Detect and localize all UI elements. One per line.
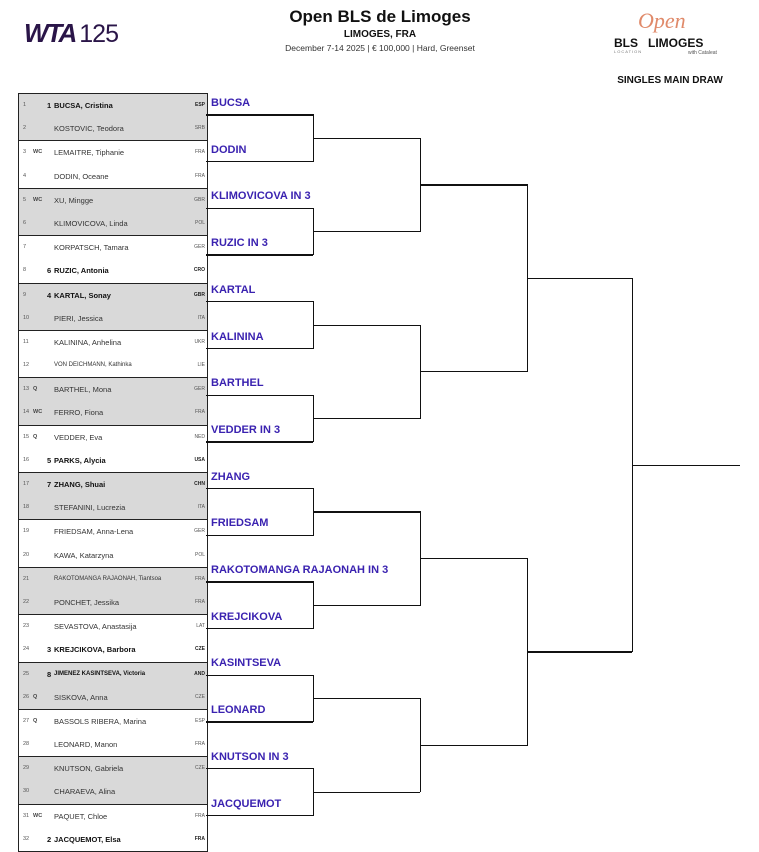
- country-code: USA: [194, 456, 205, 463]
- round1-winner: LEONARD: [211, 704, 266, 717]
- country-code: FRA: [195, 741, 205, 748]
- player-name: BARTHEL, Mona: [54, 385, 112, 395]
- bracket-line: [206, 161, 313, 162]
- draw-position: 14: [23, 409, 30, 416]
- logo-limoges: LIMOGES: [648, 36, 704, 50]
- player-row: [19, 307, 207, 330]
- round1-winner: JACQUEMOT: [211, 797, 282, 810]
- round1-winner: ZHANG: [211, 470, 251, 483]
- match-pair: [19, 236, 207, 283]
- bracket-line: [527, 651, 632, 652]
- country-code: NED: [194, 433, 205, 440]
- draw-position: 3: [23, 149, 27, 156]
- player-row: [19, 331, 207, 354]
- match-pair: [19, 520, 207, 567]
- player-row: [19, 449, 207, 472]
- bracket-line: [420, 745, 527, 746]
- match-pair: [19, 568, 207, 615]
- round1-winner: VEDDER IN 3: [211, 423, 281, 436]
- country-code: LAT: [196, 623, 205, 630]
- draw-position: 30: [23, 788, 30, 795]
- player-row: [19, 710, 207, 733]
- player-name: FRIEDSAM, Anna-Lena: [54, 527, 134, 537]
- player-row: [19, 165, 207, 188]
- player-name: KOSTOVIC, Teodora: [54, 124, 124, 134]
- bracket-line: [206, 254, 313, 255]
- bracket-line: [313, 511, 420, 512]
- draw-position: 16: [23, 456, 30, 463]
- bracket-line: [206, 301, 313, 302]
- logo-open: Open: [638, 8, 686, 33]
- draw-position: 18: [23, 504, 30, 511]
- country-code: FRA: [195, 149, 205, 156]
- country-code: GBR: [193, 291, 205, 298]
- match-pair: [19, 284, 207, 331]
- player-row: [19, 520, 207, 543]
- player-draw-table: [18, 93, 208, 852]
- player-row: [19, 212, 207, 235]
- entry-type: Q: [33, 693, 38, 700]
- player-name: XU, Mingge: [54, 195, 94, 205]
- draw-position: 2: [23, 125, 27, 132]
- player-name: LEONARD, Manon: [54, 740, 118, 750]
- country-code: CRO: [193, 267, 205, 274]
- match-pair: [19, 473, 207, 520]
- tournament-title: Open BLS de Limoges: [289, 7, 471, 26]
- logo-bls: BLS: [614, 36, 638, 50]
- match-pair: [19, 141, 207, 188]
- player-name: KNUTSON, Gabriela: [54, 764, 124, 774]
- draw-position: 25: [23, 670, 30, 677]
- wta-125-logo: [24, 18, 118, 49]
- player-name: KORPATSCH, Tamara: [54, 243, 129, 253]
- draw-position: 24: [23, 646, 30, 653]
- country-code: GER: [194, 386, 205, 393]
- bracket-line: [632, 465, 740, 466]
- player-row: [19, 259, 207, 282]
- player-name: DODIN, Oceane: [54, 171, 109, 181]
- tournament-location: LIMOGES, FRA: [343, 29, 417, 40]
- country-code: LIE: [197, 362, 205, 369]
- bracket-line: [206, 721, 313, 722]
- round1-winner: BUCSA: [211, 97, 251, 109]
- player-row: [19, 733, 207, 756]
- draw-position: 15: [23, 433, 30, 440]
- country-code: ITA: [197, 504, 205, 511]
- player-row: [19, 591, 207, 614]
- bracket-line: [313, 231, 420, 232]
- bracket-line: [527, 278, 632, 279]
- draw-position: 27: [23, 717, 30, 724]
- country-code: POL: [194, 219, 205, 226]
- player-row: [19, 544, 207, 567]
- draw-position: 9: [23, 291, 27, 298]
- round1-winner: KARTAL: [211, 283, 256, 296]
- match-pair: [19, 757, 207, 804]
- match-pair: [19, 426, 207, 473]
- player-row: [19, 638, 207, 661]
- match-pair: [19, 331, 207, 378]
- open-bls-limoges-logo: [608, 8, 738, 58]
- player-row: [19, 426, 207, 449]
- draw-position: 4: [23, 172, 27, 179]
- country-code: POL: [194, 551, 205, 558]
- match-pair: [19, 94, 207, 141]
- player-name: PAQUET, Chloe: [54, 811, 108, 821]
- draw-position: 29: [23, 765, 30, 772]
- bracket-line: [206, 628, 313, 629]
- player-row: [19, 473, 207, 496]
- player-name: STEFANINI, Lucrezia: [54, 503, 126, 513]
- country-code: AND: [194, 670, 205, 677]
- country-code: SRB: [194, 125, 205, 132]
- country-code: CZE: [195, 693, 205, 700]
- entry-type: Q: [33, 717, 38, 724]
- country-code: GER: [194, 244, 205, 251]
- country-code: CHN: [194, 481, 205, 487]
- draw-position: 13: [23, 386, 30, 393]
- entry-type: WC: [33, 409, 43, 416]
- player-name: SISKOVA, Anna: [54, 692, 108, 702]
- player-name: KAWA, Katarzyna: [54, 550, 114, 560]
- bracket-line: [206, 208, 313, 209]
- player-row: [19, 496, 207, 519]
- player-row: [19, 686, 207, 709]
- bracket-line: [313, 418, 420, 419]
- bracket-line: [206, 395, 313, 396]
- player-name: RUZIC, Antonia: [54, 266, 109, 276]
- player-name: VON DEICHMANN, Kathinka: [54, 362, 132, 369]
- match-pair: [19, 615, 207, 662]
- draw-position: 31: [23, 812, 30, 819]
- bracket-line: [313, 605, 420, 606]
- draw-position: 26: [23, 693, 30, 700]
- player-row: [19, 401, 207, 424]
- player-name: JACQUEMOT, Elsa: [54, 834, 121, 844]
- bracket-line: [420, 371, 527, 372]
- round1-winner: KLIMOVICOVA IN 3: [211, 190, 311, 203]
- draw-position: 12: [23, 362, 30, 369]
- player-name: RAKOTOMANGA RAJAONAH, Tiantsoa: [54, 575, 162, 582]
- draw-position: 1: [23, 102, 27, 108]
- player-row: [19, 757, 207, 780]
- draw-position: 17: [23, 481, 30, 487]
- bracket-line: [420, 184, 527, 185]
- match-pair: [19, 663, 207, 710]
- seed-number: 5: [47, 455, 52, 465]
- player-row: [19, 568, 207, 591]
- bracket-line: [313, 138, 420, 139]
- country-code: CZE: [195, 646, 205, 653]
- player-row: [19, 663, 207, 686]
- player-row: [19, 141, 207, 164]
- bracket-line: [206, 581, 313, 582]
- draw-position: 20: [23, 551, 30, 558]
- bracket-line: [206, 488, 313, 489]
- player-name: BUCSA, Cristina: [54, 101, 113, 110]
- country-code: ESP: [194, 102, 205, 108]
- bracket-line: [313, 792, 420, 793]
- player-name: KLIMOVICOVA, Linda: [54, 218, 128, 228]
- country-code: ITA: [197, 314, 205, 321]
- draw-position: 32: [23, 835, 30, 842]
- round1-winner: KREJCIKOVA: [211, 610, 283, 623]
- player-row: [19, 828, 207, 851]
- player-row: [19, 189, 207, 212]
- player-name: KARTAL, Sonay: [54, 290, 111, 300]
- entry-type: Q: [33, 386, 38, 393]
- country-code: FRA: [195, 812, 205, 819]
- player-name: FERRO, Fiona: [54, 408, 104, 418]
- draw-position: 21: [23, 575, 30, 582]
- player-name: KALININA, Anhelina: [54, 337, 122, 347]
- seed-number: 8: [47, 669, 52, 679]
- country-code: FRA: [194, 835, 205, 842]
- logo-location: LOCATION: [614, 49, 643, 54]
- player-name: PIERI, Jessica: [54, 313, 103, 323]
- bracket-line: [420, 558, 527, 559]
- country-code: CZE: [195, 765, 205, 772]
- draw-position: 23: [23, 623, 30, 630]
- player-row: [19, 805, 207, 828]
- player-name: SEVASTOVA, Anastasija: [54, 622, 137, 632]
- bracket-line: [206, 815, 313, 816]
- bracket-line: [206, 768, 313, 769]
- bracket-line: [206, 348, 313, 349]
- tournament-info: December 7-14 2025 | € 100,000 | Hard, Greenset: [285, 43, 475, 53]
- player-row: [19, 615, 207, 638]
- seed-number: 7: [47, 480, 52, 489]
- match-pair: [19, 189, 207, 236]
- player-row: [19, 378, 207, 401]
- draw-position: 7: [23, 244, 27, 251]
- round1-winner: BARTHEL: [211, 377, 264, 390]
- country-code: FRA: [195, 172, 205, 179]
- round1-winner: KASINTSEVA: [211, 657, 282, 670]
- match-pair: [19, 710, 207, 757]
- round1-winner: FRIEDSAM: [211, 517, 269, 530]
- match-pair: [19, 805, 207, 851]
- bracket-line: [313, 698, 420, 699]
- logo-sponsor: with Cataleat: [688, 50, 717, 56]
- draw-position: 22: [23, 598, 30, 605]
- draw-position: 11: [23, 338, 29, 345]
- entry-type: WC: [33, 812, 43, 819]
- wta-logo-text: WTA: [24, 18, 76, 48]
- draw-position: 5: [23, 196, 27, 203]
- player-name: LEMAITRE, Tiphanie: [54, 148, 125, 158]
- draw-position: 8: [23, 267, 27, 274]
- round1-winner: KNUTSON IN 3: [211, 750, 289, 763]
- player-name: ZHANG, Shuai: [54, 480, 106, 489]
- player-name: PARKS, Alycia: [54, 455, 106, 465]
- player-name: JIMENEZ KASINTSEVA, Victoria: [54, 670, 146, 677]
- seed-number: 4: [47, 290, 52, 300]
- match-pair: [19, 378, 207, 425]
- country-code: ESP: [194, 717, 205, 724]
- player-name: PONCHET, Jessika: [54, 597, 120, 607]
- player-name: BASSOLS RIBERA, Marina: [54, 716, 147, 726]
- draw-position: 19: [23, 528, 30, 535]
- country-code: FRA: [195, 575, 205, 582]
- seed-number: 1: [47, 101, 52, 110]
- entry-type: WC: [33, 149, 43, 156]
- seed-number: 6: [47, 266, 52, 276]
- country-code: FRA: [195, 409, 205, 416]
- country-code: GER: [194, 528, 205, 535]
- player-name: VEDDER, Eva: [54, 432, 103, 442]
- wta-level: 125: [79, 20, 118, 48]
- player-name: KREJCIKOVA, Barbora: [54, 645, 136, 655]
- country-code: GBR: [194, 196, 205, 203]
- draw-position: 10: [23, 314, 30, 321]
- country-code: UKR: [194, 338, 205, 345]
- player-name: CHARAEVA, Alina: [54, 787, 116, 797]
- bracket-line: [206, 675, 313, 676]
- bracket-line: [206, 441, 313, 442]
- player-row: [19, 284, 207, 307]
- round1-winner: RAKOTOMANGA RAJAONAH IN 3: [211, 564, 389, 576]
- entry-type: Q: [33, 433, 38, 440]
- round1-winner: KALININA: [211, 330, 264, 343]
- bracket-line: [206, 535, 313, 536]
- player-row: [19, 94, 207, 117]
- entry-type: WC: [33, 196, 43, 203]
- country-code: FRA: [195, 598, 205, 605]
- player-row: [19, 780, 207, 803]
- draw-position: 28: [23, 741, 30, 748]
- draw-label: SINGLES MAIN DRAW: [617, 75, 723, 86]
- bracket-line: [206, 114, 313, 115]
- round1-winner: DODIN: [211, 143, 247, 156]
- player-row: [19, 236, 207, 259]
- round1-winner: RUZIC IN 3: [211, 237, 268, 250]
- player-row: [19, 117, 207, 140]
- seed-number: 2: [47, 834, 52, 844]
- bracket-line: [313, 325, 420, 326]
- player-row: [19, 354, 207, 377]
- seed-number: 3: [47, 645, 52, 655]
- draw-position: 6: [23, 219, 27, 226]
